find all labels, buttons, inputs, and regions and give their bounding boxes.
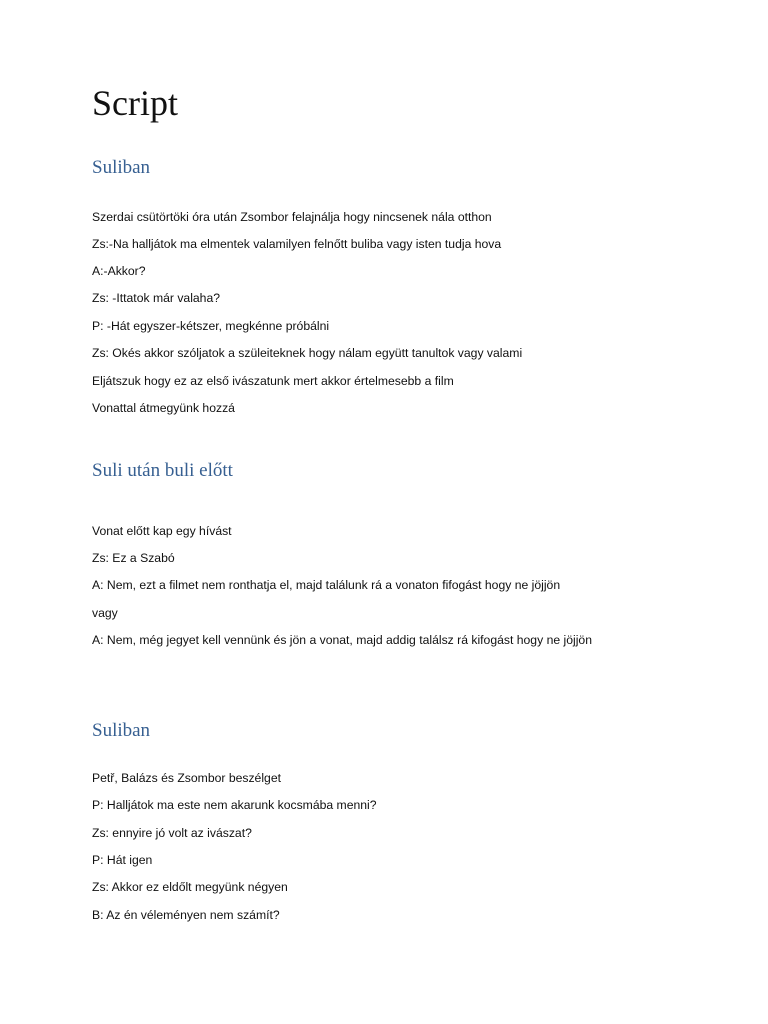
paragraph: A: Nem, még jegyet kell vennünk és jön a vonat, majd addig találsz rá kifogást hogy ne jöjjön	[92, 633, 592, 647]
section-heading: Suliban	[92, 720, 151, 741]
document-title: Script	[92, 83, 178, 123]
paragraph: Zs: Okés akkor szóljatok a szüleiteknek hogy nálam együtt tanultok vagy valami	[92, 346, 523, 360]
paragraph: P: Hát igen	[92, 853, 153, 867]
paragraph: Eljátszuk hogy ez az első ivászatunk mert akkor értelmesebb a film	[92, 374, 454, 388]
paragraph: P: Halljátok ma este nem akarunk kocsmába menni?	[92, 798, 377, 812]
paragraph: vagy	[92, 606, 118, 620]
paragraph: A: Nem, ezt a filmet nem ronthatja el, majd találunk rá a vonaton fifogást hogy ne jöjjön	[92, 578, 561, 592]
paragraph: Zs: ennyire jó volt az ivászat?	[92, 826, 252, 840]
paragraph: P: -Hát egyszer-kétszer, megkénne próbálni	[92, 319, 330, 333]
paragraph: Zs: Akkor ez eldőlt megyünk négyen	[92, 880, 288, 894]
paragraph: Szerdai csütörtöki óra után Zsombor felajnálja hogy nincsenek nála otthon	[92, 210, 492, 224]
paragraph: Zs: Ez a Szabó	[92, 551, 175, 565]
paragraph: Vonattal átmegyünk hozzá	[92, 401, 235, 415]
section-heading: Suli után buli előtt	[92, 460, 233, 481]
paragraph: A:-Akkor?	[92, 264, 146, 278]
paragraph: Petř, Balázs és Zsombor beszélget	[92, 771, 281, 785]
section-heading: Suliban	[92, 157, 151, 178]
paragraph: B: Az én véleményen nem számít?	[92, 908, 280, 922]
paragraph: Zs: -Ittatok már valaha?	[92, 291, 221, 305]
paragraph: Vonat előtt kap egy hívást	[92, 524, 232, 538]
paragraph: Zs:-Na halljátok ma elmentek valamilyen felnőtt buliba vagy isten tudja hova	[92, 237, 502, 251]
